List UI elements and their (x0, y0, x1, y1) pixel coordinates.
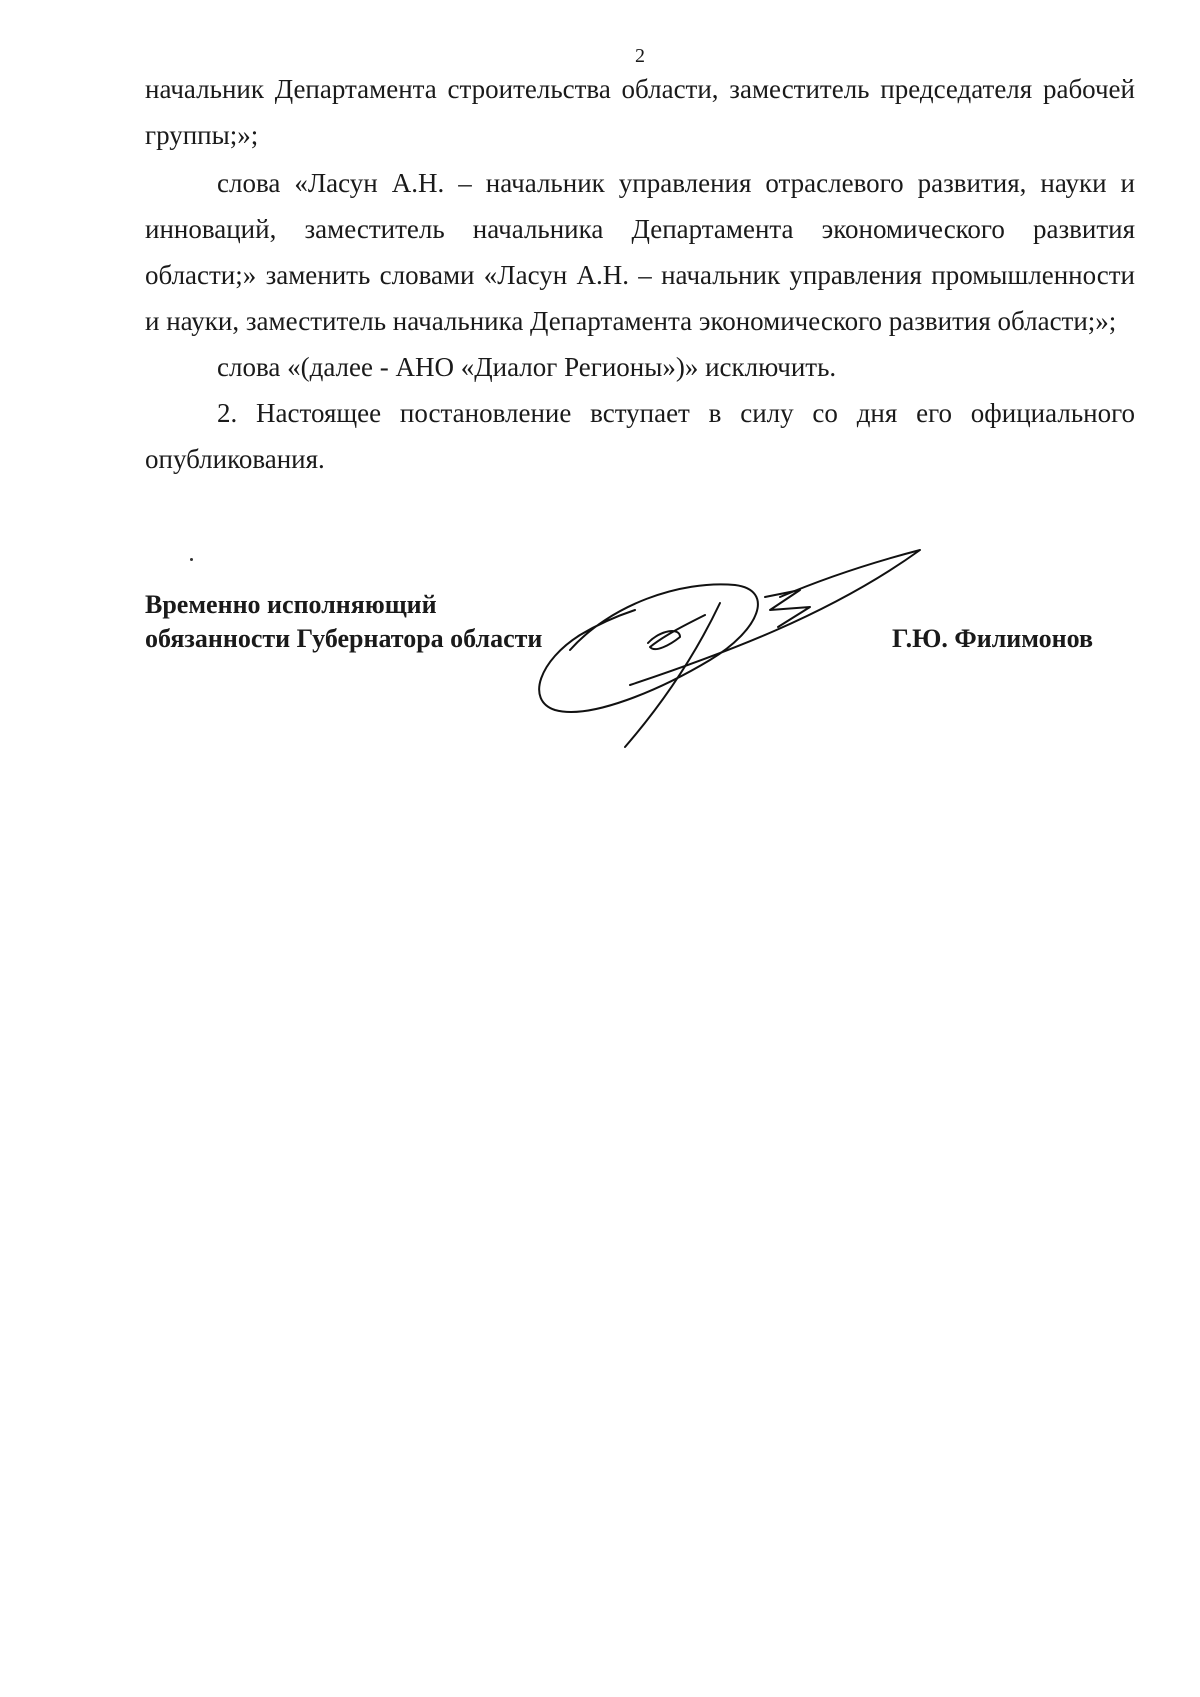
paragraph-exclude-ano: слова «(далее - АНО «Диалог Регионы»)» исключить. (217, 352, 837, 382)
signatory-title-line-2: обязанности Губернатора области (145, 624, 543, 653)
paragraph-replace-lasun: слова «Ласун А.Н. – начальник управления отраслевого развития, науки и инноваций, заместитель начальника Департамента экономического развития области;» заменить словами «Ласун А.Н. – начальник управления промышленности и науки, заместитель начальника Департамента экономического развития области;»; (145, 168, 1135, 336)
signature-vertical-stroke (625, 603, 720, 747)
document-body (145, 66, 1135, 482)
signatory-name: Г.Ю. Филимонов (892, 624, 1094, 653)
paragraph-continuation: начальник Департамента строительства области, заместитель председателя рабочей группы;»; (145, 74, 1135, 150)
signature-long-stroke (630, 550, 920, 685)
scan-speck (190, 558, 193, 561)
signature-loop-stroke (539, 584, 758, 712)
signatory-title (145, 588, 542, 656)
page-number: 2 (635, 45, 645, 67)
signature-zigzag-stroke (765, 590, 810, 627)
signature-letter-stroke (648, 615, 705, 649)
handwritten-signature (520, 535, 940, 750)
signatory-title-line-1: Временно исполняющий (145, 590, 437, 619)
paragraph-effective-date: 2. Настоящее постановление вступает в силу со дня его официального опубликования. (145, 398, 1135, 474)
